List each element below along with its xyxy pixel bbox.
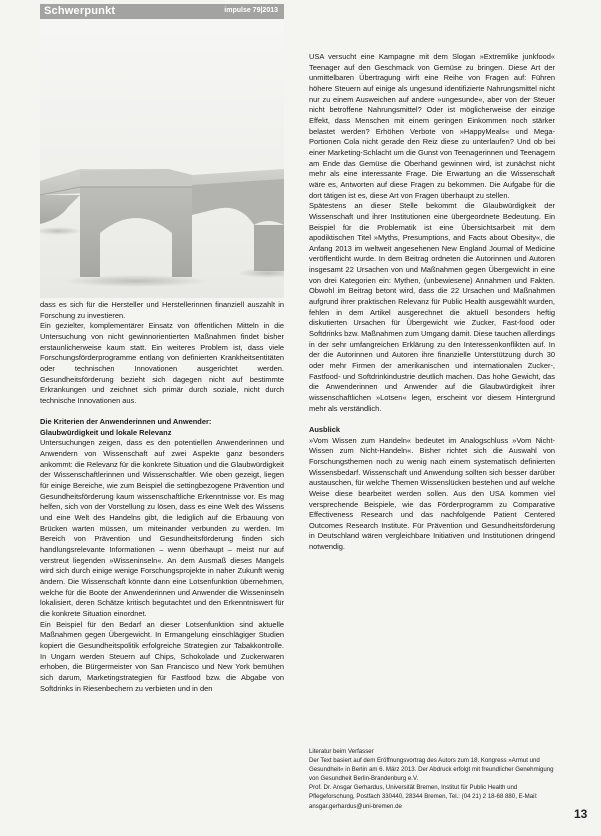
right-paragraph-3: »Vom Wissen zum Handeln« bedeutet im Analogschluss »Vom Nicht-Wissen zum Nicht-Handeln«. Bisher richtet sich die Auswahl von Forschungsthemen noch zu wenig nach einem systematisch definierten Wissensbedarf. Wissenschaft und Anwendung sollten sich besser darüber austauschen, für welche Themen Wissenslücken bestehen und auf welche Weise diese bearbeitet werden sollen. Aus den USA kommen viel versprechende Beispiele, wie das Förderprogramm zu Comparative Effectiveness Research und das nachfolgende Patient Centered Outcomes Research Institute. Für Prävention und Gesundheitsförderung in Deutschland wären vergleichbare Initiativen und Institutionen dringend notwendig. (309, 435, 555, 552)
source-note: Der Text basiert auf dem Eröffnungsvortrag des Autors zum 18. Kongress »Armut und Gesundheit« in Berlin am 6. März 2013. Der Abdruck erfolgt mit freundlicher Genehmigung von Gesundheit Berlin-Brandenburg e.V. (309, 757, 554, 783)
subheading-line-1: Die Kriterien der Anwenderinnen und Anwender: (40, 417, 212, 427)
reference-notes (309, 747, 559, 811)
right-paragraph-2: Spätestens an dieser Stelle bekommt die Glaubwürdigkeit der Wissenschaft und ihrer Institutionen eine übergeordnete Bedeutung. Ein Beispiel für die Problematik ist eine Übersichtsarbeit mit dem apodiktischen Titel »Myths, Presumptions, and Facts about Obesity«, die Anfang 2013 im weltweit angesehenen New England Journal of Medicine veröffentlicht wurde. In dem Beitrag ordneten die Autorinnen und Autoren insgesamt 22 Ursachen von und Maßnahmen gegen Übergewicht in eine von drei Kategorien ein: Mythen, (unbewiesene) Annahmen und Fakten. Obwohl im Beitrag betont wird, dass die 22 Ursachen und Maßnahmen aufgrund ihrer praktischen Relevanz für Public Health ausgewählt wurden, fehlen in dem Artikel ausgerechnet die aktuell besonders heftig diskutierten Ursachen für Übergewicht wie Zucker, Fast-food oder Softdrinks bzw. Maßnahmen zum Umgang damit. Diese tauchen allerdings in der sehr umfangreichen Erklärung zu den Interessenkonflikten auf. In der die Autorinnen und Autoren ihre finanzielle Unterstützung durch 30 oder mehr Firmen der amerikanischen und internationalen Zucker-, Fastfood- und Softdrinkindustrie deutlich machen. Das hohe Gewicht, das die Anwenderinnen und Anwender auf die Glaubwürdigkeit ihrer wissenschaftlichen »Lotsen« legen, erscheint vor diesem Hintergrund mehr als verständlich. (309, 201, 555, 413)
left-paragraph-2: Untersuchungen zeigen, dass es den potentiellen Anwenderinnen und Anwendern von Wissenschaft auf zwei Aspekte ganz besonders ankommt: die Relevanz für die konkrete Situation und die Glaubwürdigkeit der Wissenschaftlerinnen und Wissenschaftler. Wie oben gezeigt, liegen für einige Bereiche, wie zum Beispiel die settingbezogene Prävention und Gesundheitsförderung kaum wissenschaftliche Erkenntnisse vor. Es mag helfen, sich von der Vorstellung zu lösen, dass es eine Welt des Wissens und eine Welt des Handelns gibt, die lediglich auf die Erbauung von Brücken warten müssen, um miteinander verbunden zu werden. Im Bereich von Prävention und Gesundheitsförderung finden sich handlungsrelevante Informationen – wenn überhaupt – meist nur auf verstreut liegenden »Wisseninseln«. An dem Ausmaß dieses Mangels wird sich durch einige wenige Forschungsprojekte in naher Zukunft wenig ändern. Die Wissenschaft könnte dann eine Lotsenfunktion übernehmen, welche für die Boote der Anwenderinnen und Anwender die Wisseninseln lokalisiert, deren Schätze kritisch begutachtet und den Erkenntniswert für die konkrete Situation einordnet. (40, 438, 284, 618)
author-contact: Prof. Dr. Ansgar Gerhardus, Universität Bremen, Institut für Public Health und Pflegeforschung, Postfach 330440, 28344 Bremen, Tel.: (04 21) 2 18-68 880, E-Mail: ansgar.gerhardus@uni-bremen.de (309, 784, 538, 810)
section-title: Schwerpunkt (44, 5, 116, 17)
left-text-column (40, 300, 284, 694)
ausblick-heading: Ausblick (309, 424, 340, 434)
literature-note: Literatur beim Verfasser (309, 748, 374, 755)
left-paragraph-3: Ein Beispiel für den Bedarf an dieser Lotsenfunktion sind aktuelle Maßnahmen gegen Übergewicht. In Ermangelung einschlägiger Studien kopiert die Gesundheitspolitik erfolgreiche Strategien zur Tabakkontrolle. In Ungarn werden Steuern auf Chips, Schokolade und Zuckerwaren erhoben, die Bürgermeister von San Francisco und New York bemühen sich darum, Marketingstrategien für Fastfood bzw. die Abgabe von Softdrinks in Riesenbechern zu verbieten und in den (40, 619, 284, 693)
section-header (40, 4, 284, 19)
right-paragraph-1: USA versucht eine Kampagne mit dem Slogan »Extremlike junkfood« Teenager auf den Geschmack von Gemüse zu bringen. Diese Art der unmittelbaren Übertragung wirft eine Reihe von Fragen auf: Führen höhere Steuern auf einige als ungesund identifizierte Nahrungsmittel nicht nur zu einem Ausweichen auf andere »ungesunde«, aber von der Steuer nicht betroffene Nahrungsmittel? Oder ist möglicherweise der einzige Effekt, dass Menschen mit einem geringen Einkommen noch stärker belastet werden? Erhöhen Verbote von »HappyMeals« und Mega-Portionen Cola nicht gerade den Reiz diese zu unterlaufen? Und ob bei einer Marketing-Schlacht um die Gunst von Teenagerinnen und Teenagern am Ende das Gemüse die Oberhand gewinnen wird, ist zunächst nicht mehr als eine interessante Frage. Die Erwartung an die Wissenschaft wäre es, Antworten auf diese Fragen zu bekommen. Die Aufgabe für die dort tätigen ist es, diese Art von Fragen überhaupt zu stellen. (309, 52, 555, 200)
page-number: 13 (574, 807, 588, 821)
left-paragraph-1: Ein gezielter, komplementärer Einsatz von öffentlichen Mitteln in die Untersuchung von nicht gewinnorientierten Maßnahmen findet bisher erstaunlicherweise kaum statt. Ein weiteres Problem ist, dass viele Forschungsförderprogramme entlang von definierten Krankheitsentitäten oder technischen Innovationen ausgerichtet werden. Gesundheitsförderung bezieht sich dagegen nicht auf bestimmte Erkrankungen und zeichnet sich primär durch soziale, nicht durch technische Innovationen aus. (40, 321, 284, 405)
right-text-column (309, 52, 555, 553)
bridge-photo-svg (40, 19, 284, 298)
left-intro-paragraph: dass es sich für die Hersteller und Herstellerinnen finanziell auszahlt in Forschung zu investieren. (40, 300, 284, 320)
issue-label: impulse 79|2013 (224, 7, 278, 14)
stone-bridge-arch-image (40, 19, 284, 298)
subheading-line-2: Glaubwürdigkeit und lokale Relevanz (40, 427, 172, 437)
